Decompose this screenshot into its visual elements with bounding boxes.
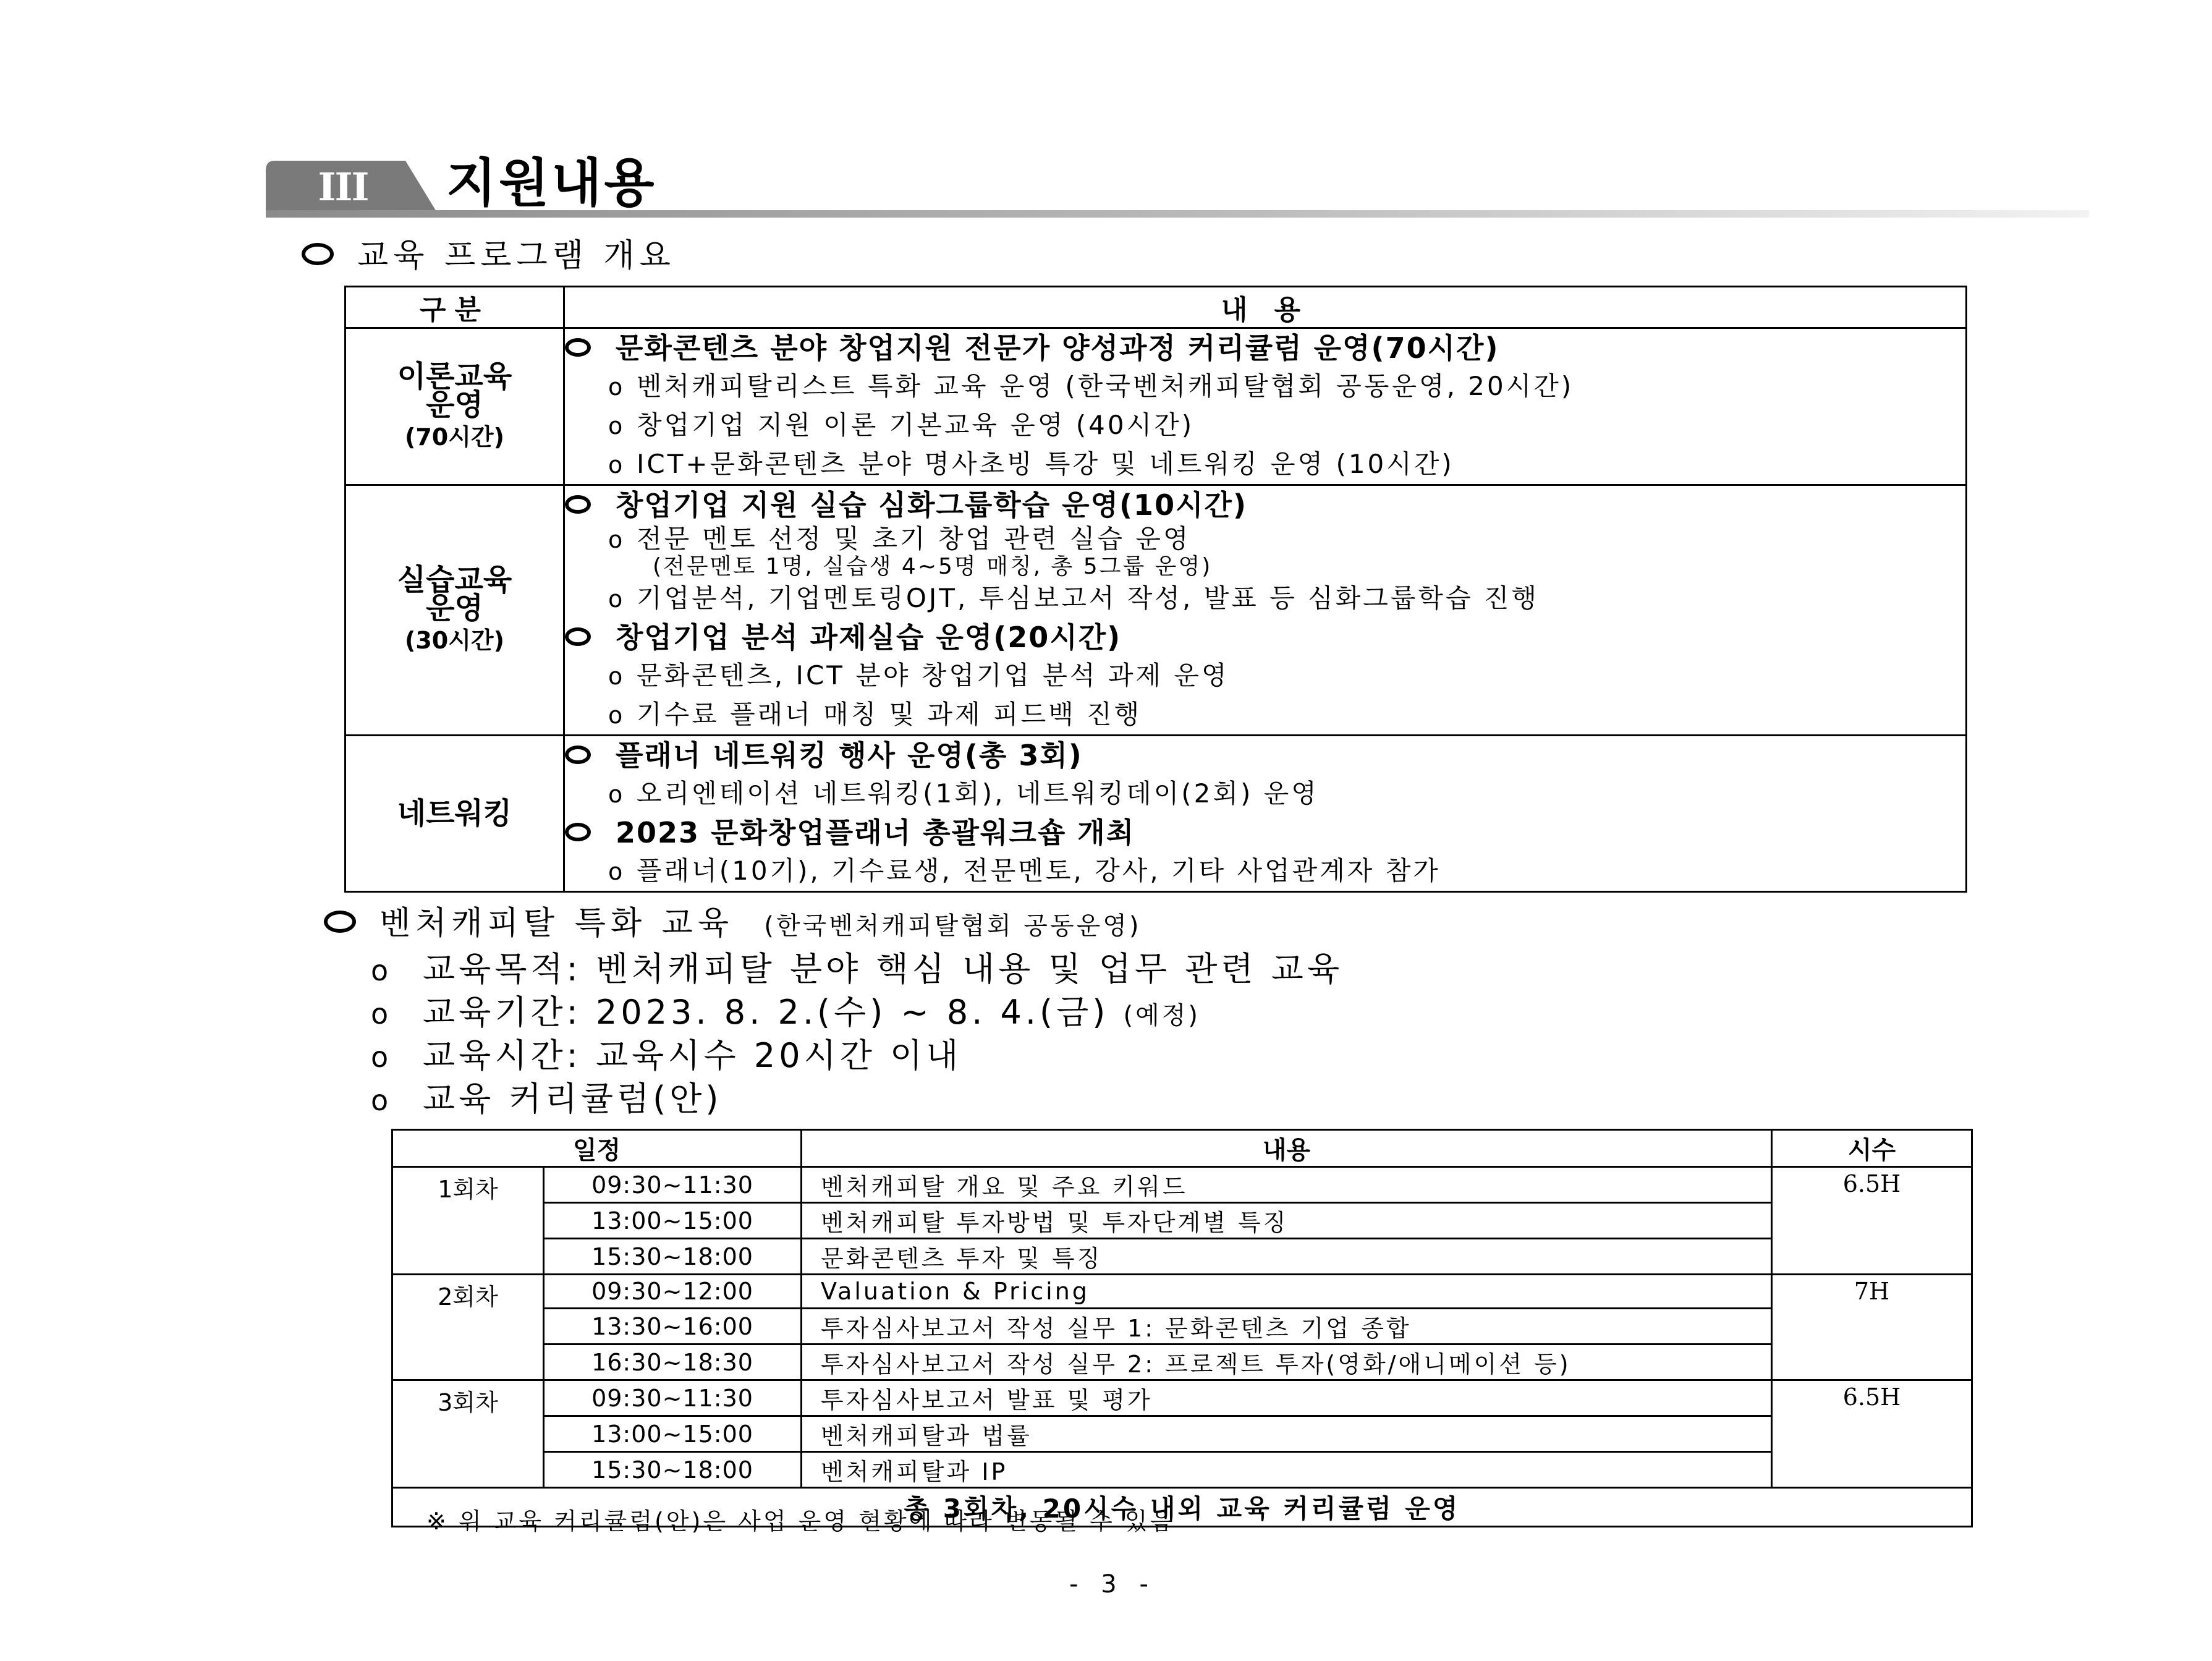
session-time: 09:30~11:30 <box>544 1380 802 1416</box>
content-item: o 벤처캐피탈리스트 특화 교육 운영 (한국벤처캐피탈협회 공동운영, 20시간) <box>565 367 1965 406</box>
o-bullet-icon: o <box>608 585 625 613</box>
session-content: 벤처캐피탈과 법률 <box>802 1416 1772 1452</box>
o-bullet-icon: o <box>608 412 625 440</box>
table-row <box>392 1203 1972 1239</box>
session-time: 13:00~15:00 <box>544 1416 802 1452</box>
session-hours: 7H <box>1772 1275 1972 1380</box>
o-bullet-icon: o <box>608 526 625 553</box>
curriculum-header-row <box>392 1130 1972 1167</box>
session-content: 투자심사보고서 작성 실무 2: 프로젝트 투자(영화/애니메이션 등) <box>802 1345 1772 1380</box>
session-content: 투자심사보고서 발표 및 평가 <box>802 1380 1772 1416</box>
content-heading: 2023 문화창업플래너 총괄워크숍 개최 <box>565 814 1965 852</box>
overview-row-networking <box>345 736 1967 892</box>
o-bullet-icon: o <box>608 451 625 478</box>
table-row <box>392 1275 1972 1309</box>
category-cell <box>345 328 564 485</box>
o-bullet-icon: o <box>608 781 625 808</box>
category-cell <box>345 736 564 892</box>
content-item: o ICT+문화콘텐츠 분야 명사초빙 특강 및 네트워킹 운영 (10시간) <box>565 445 1965 484</box>
o-bullet-icon: o <box>371 954 392 987</box>
session-time: 13:30~16:00 <box>544 1309 802 1345</box>
col-header-schedule: 일정 <box>392 1130 802 1167</box>
table-row <box>392 1309 1972 1345</box>
table-row <box>392 1416 1972 1452</box>
section-header <box>266 152 2089 219</box>
vc-item-purpose: o 교육목적: 벤처캐피탈 분야 핵심 내용 및 업무 관련 교육 <box>371 949 1343 990</box>
session-content: Valuation & Pricing <box>802 1275 1772 1309</box>
category-hours: (70시간) <box>404 423 505 451</box>
col-header-category: 구분 <box>345 287 564 328</box>
content-cell <box>564 736 1967 892</box>
circle-bullet-icon <box>565 746 591 764</box>
o-bullet-icon: o <box>371 997 392 1030</box>
content-item: o 오리엔테이션 네트워킹(1회), 네트워킹데이(2회) 운영 <box>565 775 1965 814</box>
content-note: (전문멘토 1명, 실습생 4~5명 매칭, 총 5그룹 운영) <box>653 554 1213 579</box>
category-hours: (30시간) <box>404 627 505 654</box>
session-time: 16:30~18:30 <box>544 1345 802 1380</box>
col-header-content: 내용 <box>802 1130 1772 1167</box>
circle-bullet-icon <box>565 627 591 646</box>
table-row <box>392 1380 1972 1416</box>
session-time: 09:30~11:30 <box>544 1167 802 1203</box>
session-hours: 6.5H <box>1772 1380 1972 1488</box>
vc-heading <box>324 905 1141 945</box>
circle-bullet-icon <box>302 243 334 265</box>
content-item: o 창업기업 지원 이론 기본교육 운영 (40시간) <box>565 406 1965 445</box>
content-cell <box>564 328 1967 485</box>
content-item: o 기수료 플래너 매칭 및 과제 피드백 진행 <box>565 695 1965 734</box>
overview-heading <box>302 237 676 274</box>
session-time: 13:00~15:00 <box>544 1203 802 1239</box>
session-content: 문화콘텐츠 투자 및 특징 <box>802 1239 1772 1275</box>
o-bullet-icon: o <box>608 373 625 401</box>
vc-heading-text: 벤처캐피탈 특화 교육 <box>379 905 734 942</box>
table-row <box>392 1452 1972 1488</box>
table-row <box>392 1239 1972 1275</box>
circle-bullet-icon <box>565 338 591 357</box>
circle-bullet-icon <box>565 495 591 514</box>
session-content: 투자심사보고서 작성 실무 1: 문화콘텐츠 기업 종합 <box>802 1309 1772 1345</box>
session-time: 15:30~18:00 <box>544 1452 802 1488</box>
vc-item-period: o 교육기간: 2023. 8. 2.(수) ~ 8. 4.(금) (예정) <box>371 993 1200 1035</box>
session-content: 벤처캐피탈 투자방법 및 투자단계별 특징 <box>802 1203 1772 1239</box>
category-cell <box>345 485 564 736</box>
col-header-hours: 시수 <box>1772 1130 1972 1167</box>
content-heading: 창업기업 분석 과제실습 운영(20시간) <box>565 618 1965 656</box>
category-label: 네트워킹 <box>397 796 512 831</box>
footnote: ※ 위 교육 커리큘럼(안)은 사업 운영 현황에 따라 변동될 수 있음 <box>426 1508 1176 1535</box>
overview-row-theory <box>345 328 1967 485</box>
circle-bullet-icon <box>565 823 591 841</box>
content-item: o 플래너(10기), 기수료생, 전문멘토, 강사, 기타 사업관계자 참가 <box>565 852 1965 891</box>
col-header-content: 내 용 <box>564 287 1967 328</box>
content-cell <box>564 485 1967 736</box>
content-heading: 문화콘텐츠 분야 창업지원 전문가 양성과정 커리큘럼 운영(70시간) <box>565 329 1965 367</box>
content-item: o 문화콘텐츠, ICT 분야 창업기업 분석 과제 운영 <box>565 656 1965 695</box>
vc-item-curriculum: o 교육 커리큘럼(안) <box>371 1079 722 1120</box>
session-content: 벤처캐피탈 개요 및 주요 키워드 <box>802 1167 1772 1203</box>
o-bullet-icon: o <box>371 1084 392 1117</box>
overview-row-practice <box>345 485 1967 736</box>
section-number: III <box>318 164 368 210</box>
session-content: 벤처캐피탈과 IP <box>802 1452 1772 1488</box>
session-name: 1회차 <box>392 1167 544 1275</box>
vc-heading-paren: (한국벤처캐피탈협회 공동운영) <box>764 912 1142 940</box>
session-time: 09:30~12:00 <box>544 1275 802 1309</box>
o-bullet-icon: o <box>608 858 625 885</box>
category-label: 실습교육 운영 <box>397 563 512 626</box>
session-hours: 6.5H <box>1772 1167 1972 1275</box>
content-item: o 기업분석, 기업멘토링OJT, 투심보고서 작성, 발표 등 심화그룹학습 진행 <box>565 579 1965 618</box>
category-label: 이론교육 운영 <box>397 359 512 422</box>
content-item: o 전문 멘토 선정 및 초기 창업 관련 실습 운영 <box>608 524 1191 554</box>
o-bullet-icon: o <box>608 663 625 690</box>
content-heading: 창업기업 지원 실습 심화그룹학습 운영(10시간) <box>565 486 1965 524</box>
table-row <box>392 1345 1972 1380</box>
page-number: - 3 - <box>1069 1570 1156 1599</box>
table-row <box>392 1167 1972 1203</box>
session-name: 2회차 <box>392 1275 544 1380</box>
o-bullet-icon: o <box>608 702 625 729</box>
vc-period-note: (예정) <box>1123 1001 1201 1030</box>
vc-item-hours: o 교육시간: 교육시수 20시간 이내 <box>371 1036 962 1077</box>
overview-table <box>344 286 1967 893</box>
content-heading: 플래너 네트워킹 행사 운영(총 3회) <box>565 736 1965 775</box>
overview-heading-text: 교육 프로그램 개요 <box>357 237 676 274</box>
curriculum-total: 총 3회차, 20시수 내외 교육 커리큘럼 운영 <box>392 1488 1972 1527</box>
o-bullet-icon: o <box>371 1040 392 1074</box>
overview-header-row <box>345 287 1967 328</box>
circle-bullet-icon <box>324 911 356 933</box>
session-name: 3회차 <box>392 1380 544 1488</box>
session-time: 15:30~18:00 <box>544 1239 802 1275</box>
curriculum-table <box>391 1129 1973 1527</box>
section-title: 지원내용 <box>446 153 657 213</box>
